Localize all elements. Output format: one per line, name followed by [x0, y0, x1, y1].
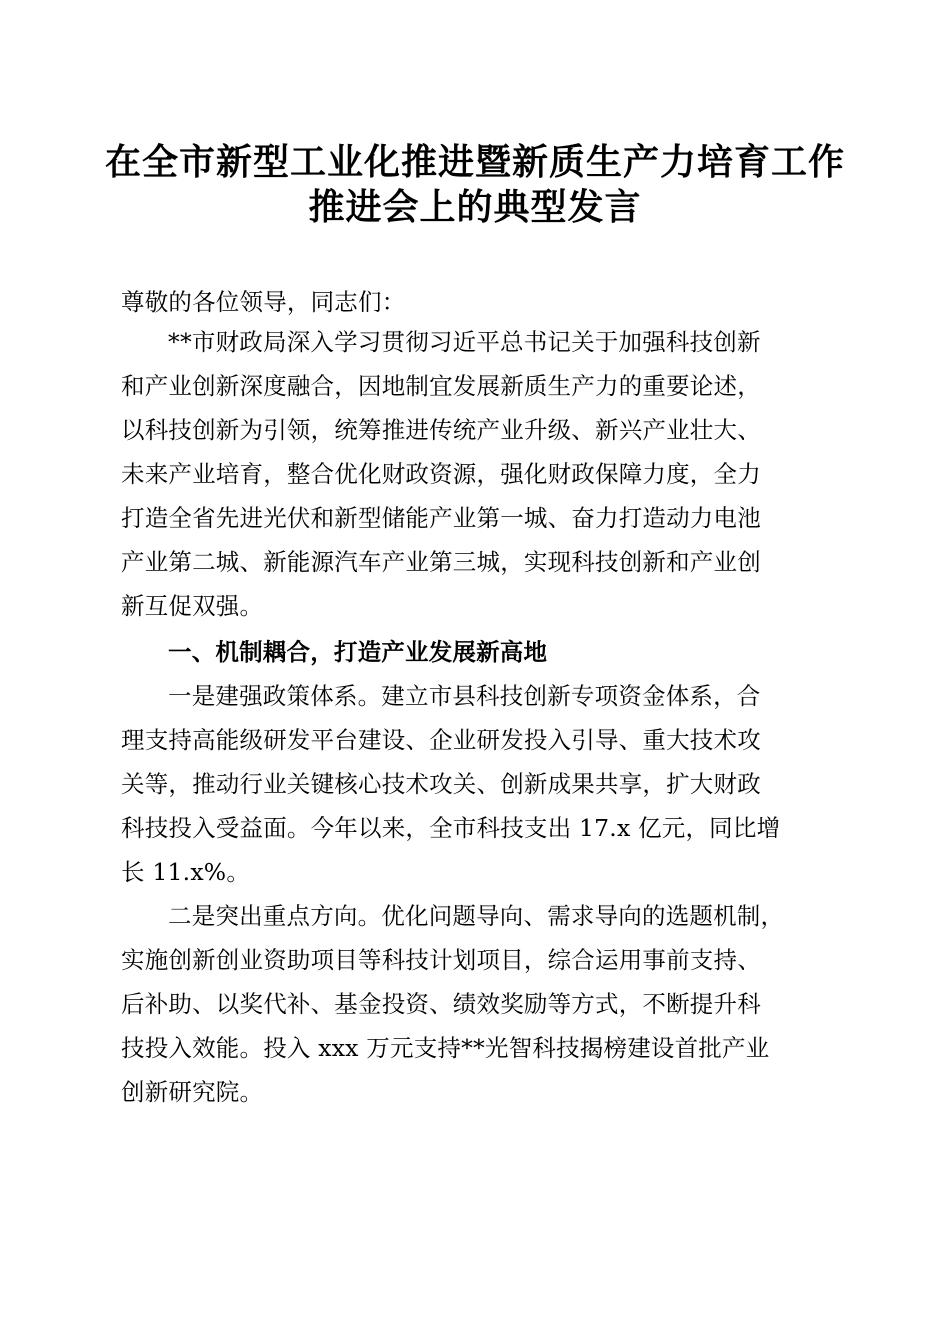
intro-line: 未来产业培育，整合优化财政资源，强化财政保障力度，全力 [121, 460, 761, 488]
intro-line: 和产业创新深度融合，因地制宜发展新质生产力的重要论述， [121, 372, 761, 400]
paragraph-line: 二是突出重点方向。优化问题导向、需求导向的选题机制， [168, 902, 785, 930]
paragraph-line: 技投入效能。投入 xxx 万元支持**光智科技揭榜建设首批产业 [121, 1034, 770, 1062]
paragraph-line: 创新研究院。 [121, 1078, 264, 1106]
salutation: 尊敬的各位领导，同志们： [121, 288, 406, 316]
intro-line: 打造全省先进光伏和新型储能产业第一城、奋力打造动力电池 [121, 504, 761, 532]
section-heading: 一、机制耦合，打造产业发展新高地 [168, 638, 548, 666]
document-title-line-1: 在全市新型工业化推进暨新质生产力培育工作 [104, 141, 845, 183]
paragraph-line: 理支持高能级研发平台建设、企业研发投入引导、重大技术攻 [121, 726, 761, 754]
paragraph-line: 关等，推动行业关键核心技术攻关、创新成果共享，扩大财政 [121, 770, 761, 798]
intro-line: 以科技创新为引领，统筹推进传统产业升级、新兴产业壮大、 [121, 416, 761, 444]
intro-line: 产业第二城、新能源汽车产业第三城，实现科技创新和产业创 [121, 548, 761, 576]
paragraph-line: 一是建强政策体系。建立市县科技创新专项资金体系，合 [168, 682, 761, 710]
intro-line: **市财政局深入学习贯彻习近平总书记关于加强科技创新 [168, 328, 761, 356]
paragraph-line: 实施创新创业资助项目等科技计划项目，综合运用事前支持、 [121, 946, 761, 974]
paragraph-line: 长 11.x%。 [121, 858, 251, 886]
paragraph-line: 后补助、以奖代补、基金投资、绩效奖励等方式，不断提升科 [121, 990, 761, 1018]
document-title-line-2: 推进会上的典型发言 [308, 186, 642, 228]
intro-line: 新互促双强。 [121, 592, 264, 620]
paragraph-line: 科技投入受益面。今年以来，全市科技支出 17.x 亿元，同比增 [121, 814, 781, 842]
